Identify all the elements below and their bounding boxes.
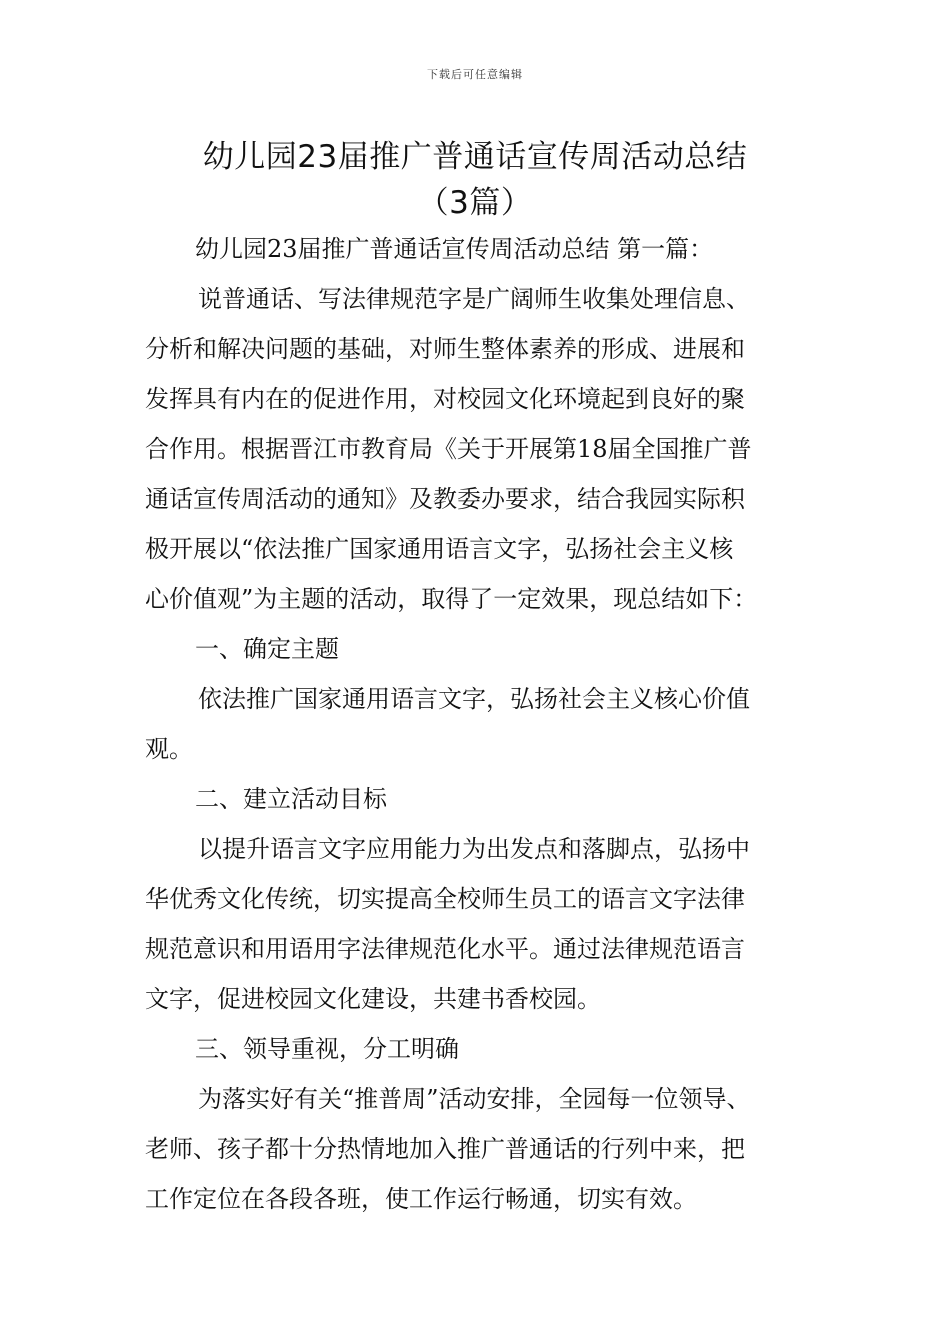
paragraph-line: 以提升语言文字应用能力为出发点和落脚点，弘扬中 [198, 835, 750, 863]
section-heading: 一、确定主题 [195, 635, 339, 663]
paragraph-line: 心价值观”为主题的活动，取得了一定效果，现总结如下： [145, 585, 758, 613]
header-note: 下载后可任意编辑 [427, 68, 523, 81]
paragraph-line: 发挥具有内在的促进作用，对校园文化环境起到良好的聚 [145, 385, 745, 413]
document-title-count: （3篇） [417, 185, 533, 221]
paragraph-line: 老师、孩子都十分热情地加入推广普通话的行列中来，把 [145, 1135, 745, 1163]
paragraph-line: 极开展以“依法推广国家通用语言文字，弘扬社会主义核 [145, 535, 734, 563]
paragraph-line: 工作定位在各段各班，使工作运行畅通，切实有效。 [145, 1185, 697, 1213]
paragraph-line: 通话宣传周活动的通知》及教委办要求，结合我园实际积 [145, 485, 745, 513]
document-title: 幼儿园23届推广普通话宣传周活动总结 [202, 139, 748, 175]
paragraph-line: 观。 [145, 735, 193, 763]
paragraph-line: 依法推广国家通用语言文字，弘扬社会主义核心价值 [198, 685, 750, 713]
section-heading: 三、领导重视，分工明确 [195, 1035, 459, 1063]
paragraph-line: 为落实好有关“推普周”活动安排，全园每一位领导、 [198, 1085, 751, 1113]
paragraph-line: 合作用。根据晋江市教育局《关于开展第18届全国推广普 [145, 435, 752, 463]
section-heading: 二、建立活动目标 [195, 785, 387, 813]
paragraph-line: 华优秀文化传统，切实提高全校师生员工的语言文字法律 [145, 885, 745, 913]
paragraph-line: 分析和解决问题的基础，对师生整体素养的形成、进展和 [145, 335, 745, 363]
paragraph-line: 规范意识和用语用字法律规范化水平。通过法律规范语言 [145, 935, 745, 963]
paragraph-line: 文字，促进校园文化建设，共建书香校园。 [145, 985, 601, 1013]
section-heading-part-one: 幼儿园23届推广普通话宣传周活动总结 第一篇： [195, 235, 714, 263]
paragraph-line: 说普通话、写法律规范字是广阔师生收集处理信息、 [198, 285, 750, 313]
